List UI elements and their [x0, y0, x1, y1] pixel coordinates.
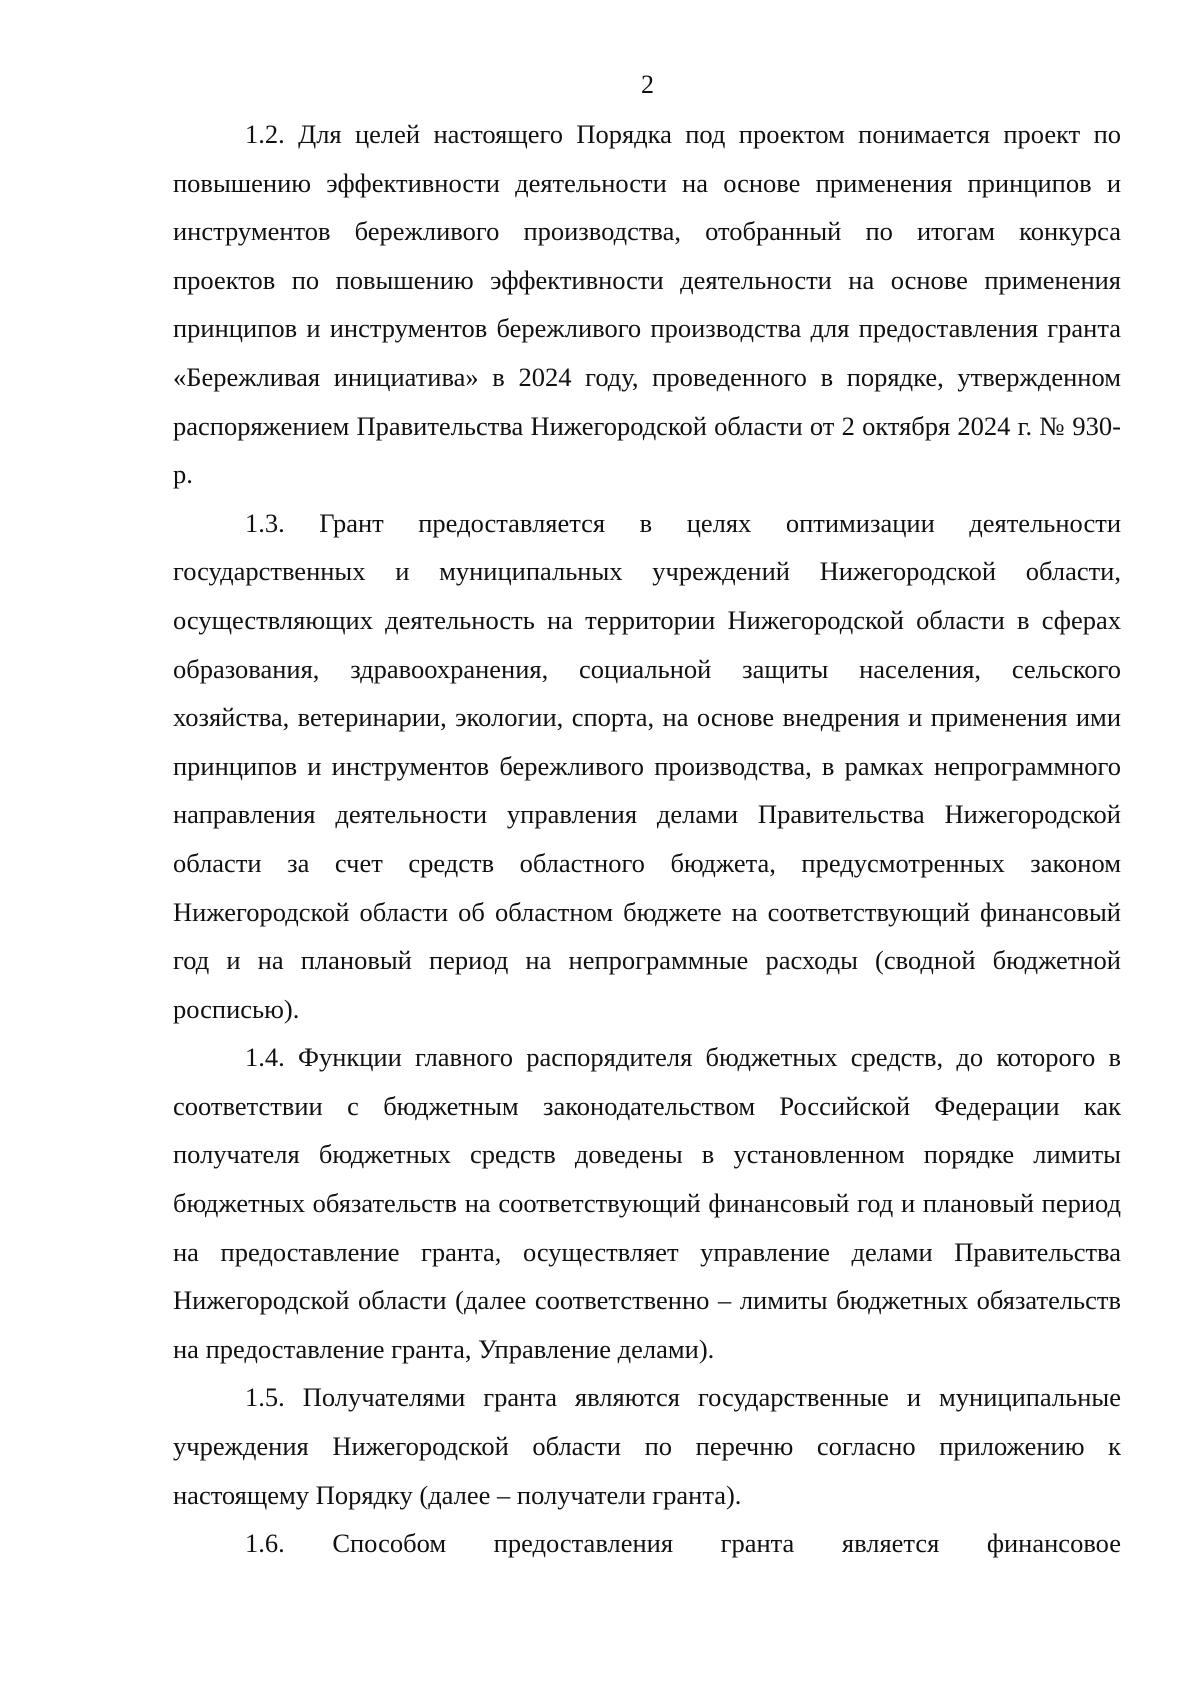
- paragraph-1-3: 1.3. Грант предоставляется в целях оптимизации деятельности государственных и муниципальных учреждений Нижегородской области, осуществляющих деятельность на территории Нижегородской области в сферах образования, здравоохранения, социальной защиты населения, сельского хозяйства, ветеринарии, экологии, спорта, на основе внедрения и применения ими принципов и инструментов бережливого производства, в рамках непрограммного направления деятельности управления делами Правительства Нижегородской области за счет средств областного бюджета, предусмотренных законом Нижегородской области об областном бюджете на соответствующий финансовый год и на плановый период на непрограммные расходы (сводной бюджетной росписью).: [173, 507, 1121, 1024]
- paragraph-1-4: 1.4. Функции главного распорядителя бюджетных средств, до которого в соответствии с бюджетным законодательством Российской Федерации как получателя бюджетных средств доведены в установленном порядке лимиты бюджетных обязательств на соответствующий финансовый год и плановый период на предоставление гранта, осуществляет управление делами Правительства Нижегородской области (далее соответственно – лимиты бюджетных обязательств на предоставление гранта, Управление делами).: [173, 1042, 1121, 1364]
- paragraph-1-2: 1.2. Для целей настоящего Порядка под проектом понимается проект по повышению эффективности деятельности на основе применения принципов и инструментов бережливого производства, отобранный по итогам конкурса проектов по повышению эффективности деятельности на основе применения принципов и инструментов бережливого производства для предоставления гранта «Бережливая инициатива» в 2024 году, проведенного в порядке, утвержденном распоряжением Правительства Нижегородской области от 2 октября 2024 г. № 930-р.: [173, 119, 1121, 490]
- document-body: [173, 110, 1121, 1568]
- page-number: 2: [641, 70, 654, 99]
- paragraph-1-5: 1.5. Получателями гранта являются государственные и муниципальные учреждения Нижегородской области по перечню согласно приложению к настоящему Порядку (далее – получатели гранта).: [173, 1382, 1121, 1510]
- paragraph-1-6: 1.6. Способом предоставления гранта является финансовое: [245, 1528, 1121, 1559]
